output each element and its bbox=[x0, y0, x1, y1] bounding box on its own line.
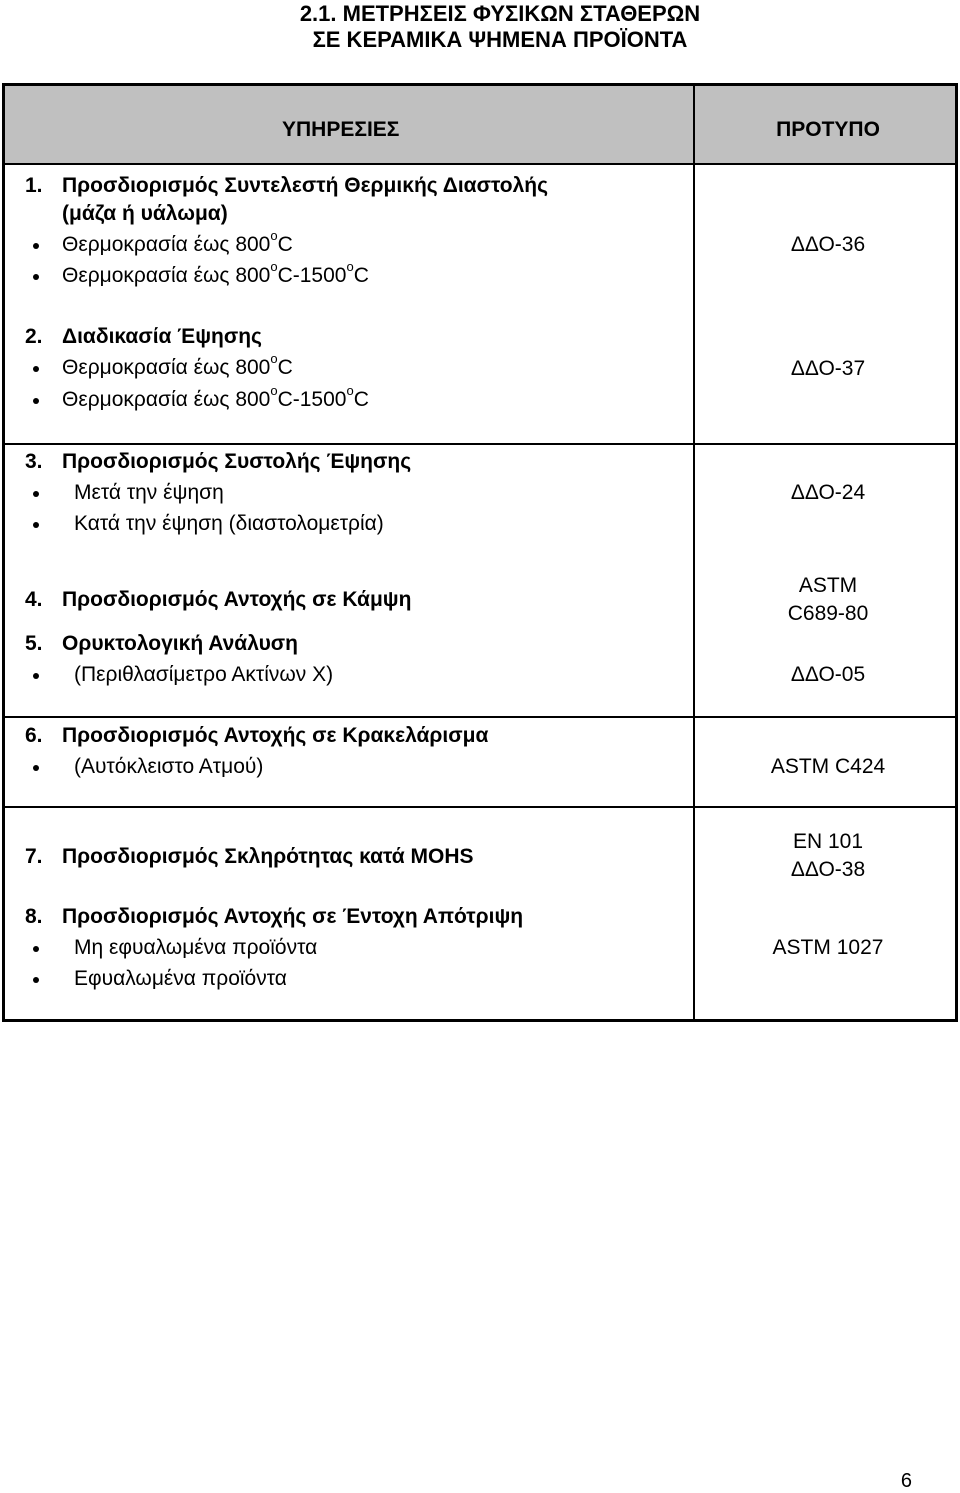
list-item: Θερμοκρασία έως $800^oC-1500^oC$ bbox=[62, 259, 369, 287]
bullet-icon bbox=[33, 274, 39, 280]
bullet-icon bbox=[33, 977, 39, 983]
bullet-icon bbox=[33, 366, 39, 372]
list-item: Μετά την έψηση bbox=[74, 481, 224, 504]
bullet-icon bbox=[33, 522, 39, 528]
row-number: 2. bbox=[25, 325, 43, 348]
row-title: Προσδιορισμός Αντοχής σε Κάμψη bbox=[62, 588, 412, 611]
row-title: Προσδιορισμός Σκληρότητας κατά MOHS bbox=[62, 845, 474, 868]
row-title: Προσδιορισμός Συστολής Έψησης bbox=[62, 450, 412, 473]
list-item: Κατά την έψηση (διαστολομετρία) bbox=[74, 512, 384, 535]
list-item: Θερμοκρασία έως $800^oC-1500^oC$ bbox=[62, 383, 369, 411]
bullet-icon bbox=[33, 765, 39, 771]
row-title: Διαδικασία Έψησης bbox=[62, 325, 262, 348]
list-item: Θερμοκρασία έως $800^oC$ bbox=[62, 228, 293, 256]
standard-code-line-1: EN 101 bbox=[792, 830, 864, 853]
document-title-line-2: ΣΕ ΚΕΡΑΜΙΚΑ ΨΗΜΕΝΑ ΠΡΟΪΟΝΤΑ bbox=[312, 27, 688, 52]
row-title: Ορυκτολογική Ανάλυση bbox=[62, 632, 298, 655]
header-standard: ΠΡΟΤΥΠΟ bbox=[776, 118, 880, 141]
row-title: Προσδιορισμός Αντοχής σε Κρακελάρισμα bbox=[62, 724, 489, 747]
row-title: Προσδιορισμός Αντοχής σε Έντοχη Απότριψη bbox=[62, 905, 524, 928]
header-divider bbox=[5, 163, 955, 165]
standard-code-line-2: C689-80 bbox=[787, 602, 869, 625]
row-number: 5. bbox=[25, 632, 43, 655]
row-subtitle: (μάζα ή υάλωμα) bbox=[62, 202, 228, 225]
standard-code: ΔΔΟ-36 bbox=[790, 233, 866, 256]
row-number: 8. bbox=[25, 905, 43, 928]
list-item: Μη εφυαλωμένα προϊόντα bbox=[74, 936, 318, 959]
standard-code-line-2: ΔΔΟ-38 bbox=[790, 858, 866, 881]
list-item: (Περιθλασίμετρο Ακτίνων Χ) bbox=[74, 663, 334, 686]
row-number: 4. bbox=[25, 588, 43, 611]
standard-code: ΔΔΟ-37 bbox=[790, 357, 866, 380]
bullet-icon bbox=[33, 946, 39, 952]
page-number: 6 bbox=[900, 1470, 912, 1492]
row-number: 3. bbox=[25, 450, 43, 473]
header-services: ΥΠΗΡΕΣΙΕΣ bbox=[282, 118, 400, 141]
row-divider bbox=[5, 443, 955, 445]
services-table bbox=[2, 83, 958, 1022]
row-number: 1. bbox=[25, 174, 43, 197]
row-number: 6. bbox=[25, 724, 43, 747]
list-item: (Αυτόκλειστο Ατμού) bbox=[74, 755, 264, 778]
standard-code: ASTM C424 bbox=[770, 755, 886, 778]
bullet-icon bbox=[33, 673, 39, 679]
list-item: Εφυαλωμένα προϊόντα bbox=[74, 967, 287, 990]
list-item: Θερμοκρασία έως $800^oC$ bbox=[62, 351, 293, 379]
standard-code-line-1: ASTM bbox=[798, 574, 858, 597]
document-title-line-1: 2.1. ΜΕΤΡΗΣΕΙΣ ΦΥΣΙΚΩΝ ΣΤΑΘΕΡΩΝ bbox=[299, 1, 701, 26]
row-divider bbox=[5, 716, 955, 718]
row-title: Προσδιορισμός Συντελεστή Θερμικής Διαστολής bbox=[62, 174, 548, 197]
bullet-icon bbox=[33, 243, 39, 249]
bullet-icon bbox=[33, 491, 39, 497]
row-number: 7. bbox=[25, 845, 43, 868]
standard-code: ΔΔΟ-05 bbox=[790, 663, 866, 686]
standard-code: ΔΔΟ-24 bbox=[790, 481, 866, 504]
row-divider bbox=[5, 806, 955, 808]
standard-code: ASTM 1027 bbox=[772, 936, 884, 959]
bullet-icon bbox=[33, 398, 39, 404]
